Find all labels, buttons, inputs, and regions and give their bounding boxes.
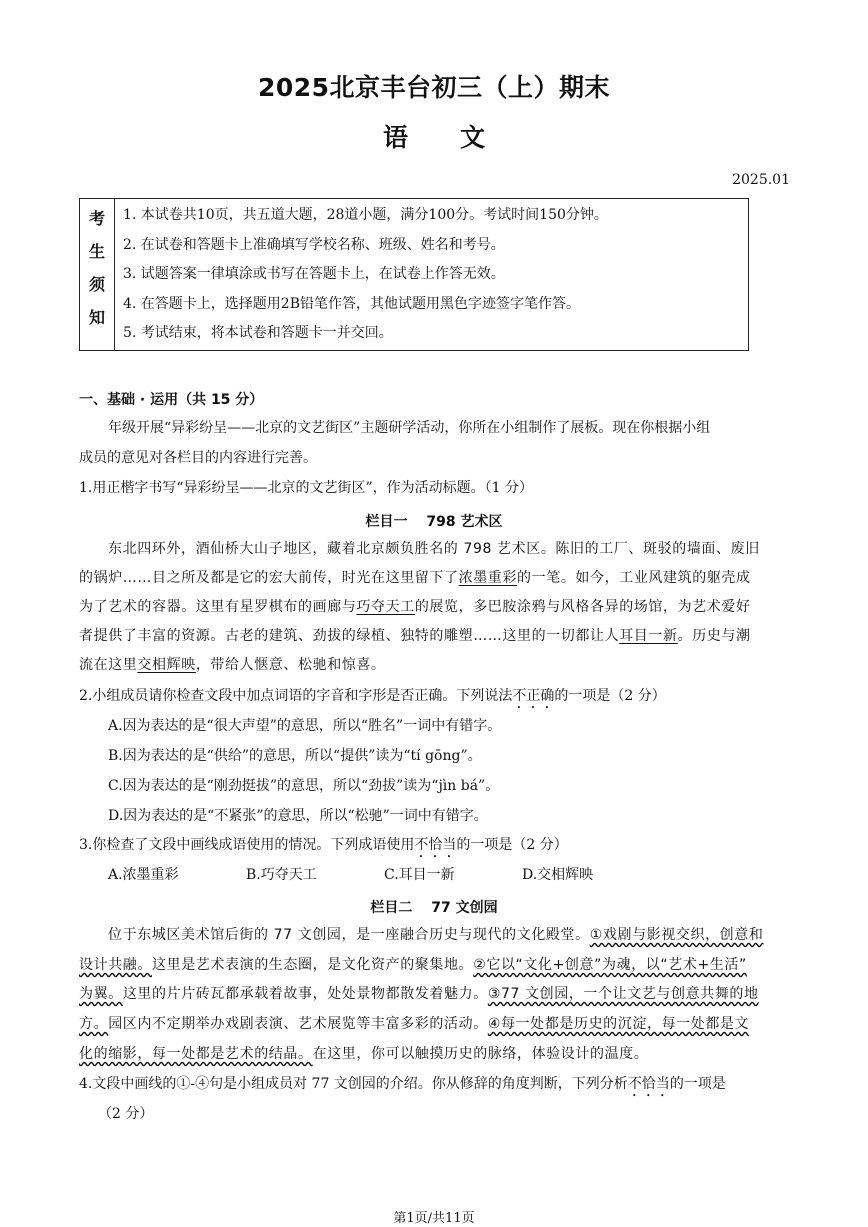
idiom-underlined: 浓墨重彩 (458, 570, 518, 586)
exam-title: 2025北京丰台初三（上）期末 (257, 73, 611, 102)
column2-line: 化的缩影，每一处都是艺术的结晶。在这里，你可以触摸历史的脉络，体验设计的温度。 (79, 1046, 649, 1062)
idiom-underlined: 耳目一新 (619, 628, 678, 644)
sentence-wavy: 为翼。 (79, 986, 123, 1002)
column1-line: 流在这里交相辉映，带给人惬意、松驰和惊喜。 (79, 657, 386, 673)
sentence-wavy: 方。 (79, 1016, 109, 1032)
column1-line: 者提供了丰富的资源。古老的建筑、劲拔的绿植、独特的雕塑……这里的一切都让人耳目一新。历史与潮 (79, 628, 751, 644)
question-3-options (108, 860, 660, 890)
sentence-wavy: ②它以“文化+创意”为魂，以“艺术+生活” (473, 957, 747, 973)
sentence-wavy: 化的缩影，每一处都是艺术的结晶。 (79, 1046, 313, 1062)
question-3-option: D.交相辉映 (522, 867, 594, 883)
question-1: 1.用正楷字书写“异彩纷呈——北京的文艺街区”，作为活动标题。（1 分） (79, 480, 534, 496)
notice-heading-char: 知 (88, 308, 105, 327)
notice-list (115, 199, 749, 351)
sentence-wavy: 设计共融。 (79, 957, 152, 973)
sentence-wavy: ④每一处都是历史的沉淀，每一处都是文 (487, 1016, 750, 1032)
notice-item: 1. 本试卷共10页，共五道大题，28道小题，满分100分。考试时间150分钟。 (123, 207, 608, 223)
question-3-option: B.巧夺天工 (246, 867, 317, 883)
exam-date: 2025.01 (732, 172, 790, 188)
emphasis-dotted: 不正确 (512, 688, 555, 704)
notice-heading-char: 须 (88, 275, 105, 294)
notice-box (79, 198, 749, 351)
sentence-wavy: ③77 文创园，一个让文艺与创意共舞的地 (487, 986, 759, 1002)
page-footer: 第1页/共11页 (393, 1211, 475, 1226)
column1-line: 的锅炉……目之所及都是它的宏大前传，时光在这里留下了浓墨重彩的一笔。如今，工业风建筑的躯壳成 (79, 570, 751, 586)
notice-item: 4. 在答题卡上，选择题用2B铅笔作答，其他试题用黑色字迹签字笔作答。 (123, 295, 581, 312)
column2-line: 设计共融。这里是艺术表演的生态圈，是文化资产的聚集地。②它以“文化+创意”为魂，以“艺术+生活” (79, 957, 747, 973)
question-2-stem: 2.小组成员请你检查文段中加点词语的字音和字形是否正确。下列说法不正确的一项是（2 分） (79, 688, 666, 704)
question-2-option-a: A.因为表达的是“很大声望”的意思，所以“胜名”一词中有错字。 (108, 718, 502, 734)
column2-line: 位于东城区美术馆后街的 77 文创园，是一座融合历史与现代的文化殿堂。①戏剧与影视交织，创意和 (108, 927, 764, 943)
section-intro-line1: 年级开展“异彩纷呈——北京的文艺街区”主题研学活动，你所在小组制作了展板。现在你根据小组 (108, 420, 711, 436)
idiom-underlined: 交相辉映 (137, 657, 196, 673)
column2-line: 为翼。这里的片片砖瓦都承载着故事，处处景物都散发着魅力。③77 文创园，一个让文艺与创意共舞的地 (79, 986, 759, 1002)
section-intro-line2: 成员的意见对各栏目的内容进行完善。 (79, 450, 317, 466)
question-2-option-b: B.因为表达的是“供给”的意思，所以“提供”读为“tí gōng”。 (108, 748, 482, 764)
question-3-option: C.耳目一新 (384, 867, 455, 883)
idiom-underlined: 巧夺天工 (356, 599, 415, 615)
notice-heading-char: 考 (88, 209, 105, 228)
column2-line: 方。园区内不定期举办戏剧表演、艺术展览等丰富多彩的活动。④每一处都是历史的沉淀，每一处都是文 (79, 1016, 750, 1032)
notice-heading-char: 生 (88, 242, 105, 261)
emphasis-dotted: 不恰当 (414, 837, 457, 853)
column2-title: 栏目二 77 文创园 (370, 900, 498, 916)
question-2-option-d: D.因为表达的是“不紧张”的意思，所以“松驰”一词中有错字。 (108, 808, 488, 824)
column1-line: 为了艺术的容器。这里有星罗棋布的画廊与巧夺天工的展览，多巴胺涂鸦与风格各异的场馆，为艺术爱好 (79, 599, 751, 615)
notice-item: 2. 在试卷和答题卡上准确填写学校名称、班级、姓名和考号。 (123, 236, 505, 253)
question-2-option-c: C.因为表达的是“刚劲挺拔”的意思，所以“劲拔”读为“jìn bá”。 (108, 778, 500, 794)
question-3-option: A.浓墨重彩 (108, 867, 179, 883)
section-heading: 一、基础 · 运用（共 15 分） (79, 392, 264, 408)
emphasis-dotted: 不恰当 (627, 1076, 670, 1092)
column1-title: 栏目一 798 艺术区 (365, 514, 503, 530)
question-4-score: （2 分） (98, 1106, 154, 1122)
notice-item: 3. 试题答案一律填涂或书写在答题卡上，在试卷上作答无效。 (123, 266, 505, 282)
subject-title: 语文 (382, 123, 537, 152)
question-3-stem: 3.你检查了文段中画线成语使用的情况。下列成语使用不恰当的一项是（2 分） (79, 837, 568, 853)
column1-line: 东北四环外，酒仙桥大山子地区，藏着北京颇负胜名的 798 艺术区。陈旧的工厂、斑驳的墙面、废旧 (108, 541, 760, 557)
sentence-wavy: ①戏剧与影视交织，创意和 (589, 927, 764, 943)
question-4-stem: 4.文段中画线的①-④句是小组成员对 77 文创园的介绍。你从修辞的角度判断，下列分析不恰当的一项是 (79, 1076, 726, 1092)
notice-item: 5. 考试结束，将本试卷和答题卡一并交回。 (123, 325, 393, 341)
notice-heading (80, 199, 115, 351)
